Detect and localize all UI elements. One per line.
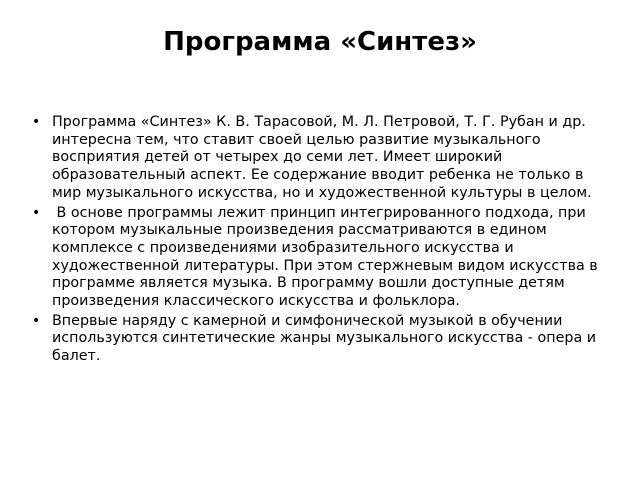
- bullet-text-1: Программа «Синтез» К. В. Тарасовой, М. Л. Петровой, Т. Г. Рубан и др. интересна тем, что ставит своей целью развитие музыкального восприятия детей от четырех до семи лет. Имеет широкий образовательный аспект. Ее содержание вводит ребенка не только в мир музыкального искусства, но и художественной культуры в целом.: [52, 114, 592, 201]
- bullet-list: [30, 114, 612, 368]
- bullet-text-2: В основе программы лежит принцип интегрированного подхода, при котором музыкальные произведения рассматриваются в едином комплексе с произведениями изобразительного искусства и художественной литературы. При этом стержневым видом искусства в программе является музыка. В программу вошли доступные детям произведения классического искусства и фольклора.: [52, 204, 603, 310]
- bullet-item-3: [30, 313, 612, 366]
- bullet-marker: •: [32, 312, 41, 329]
- bullet-item-1: [30, 114, 612, 203]
- slide-title: Программа «Синтез»: [163, 27, 477, 57]
- bullet-marker: •: [32, 204, 41, 221]
- bullet-text-3: Впервые наряду с камерной и симфонической музыкой в обучении используются синтетические жанры музыкального искусства - опера и балет.: [52, 312, 597, 365]
- bullet-item-2: [30, 205, 612, 311]
- bullet-marker: •: [32, 114, 41, 130]
